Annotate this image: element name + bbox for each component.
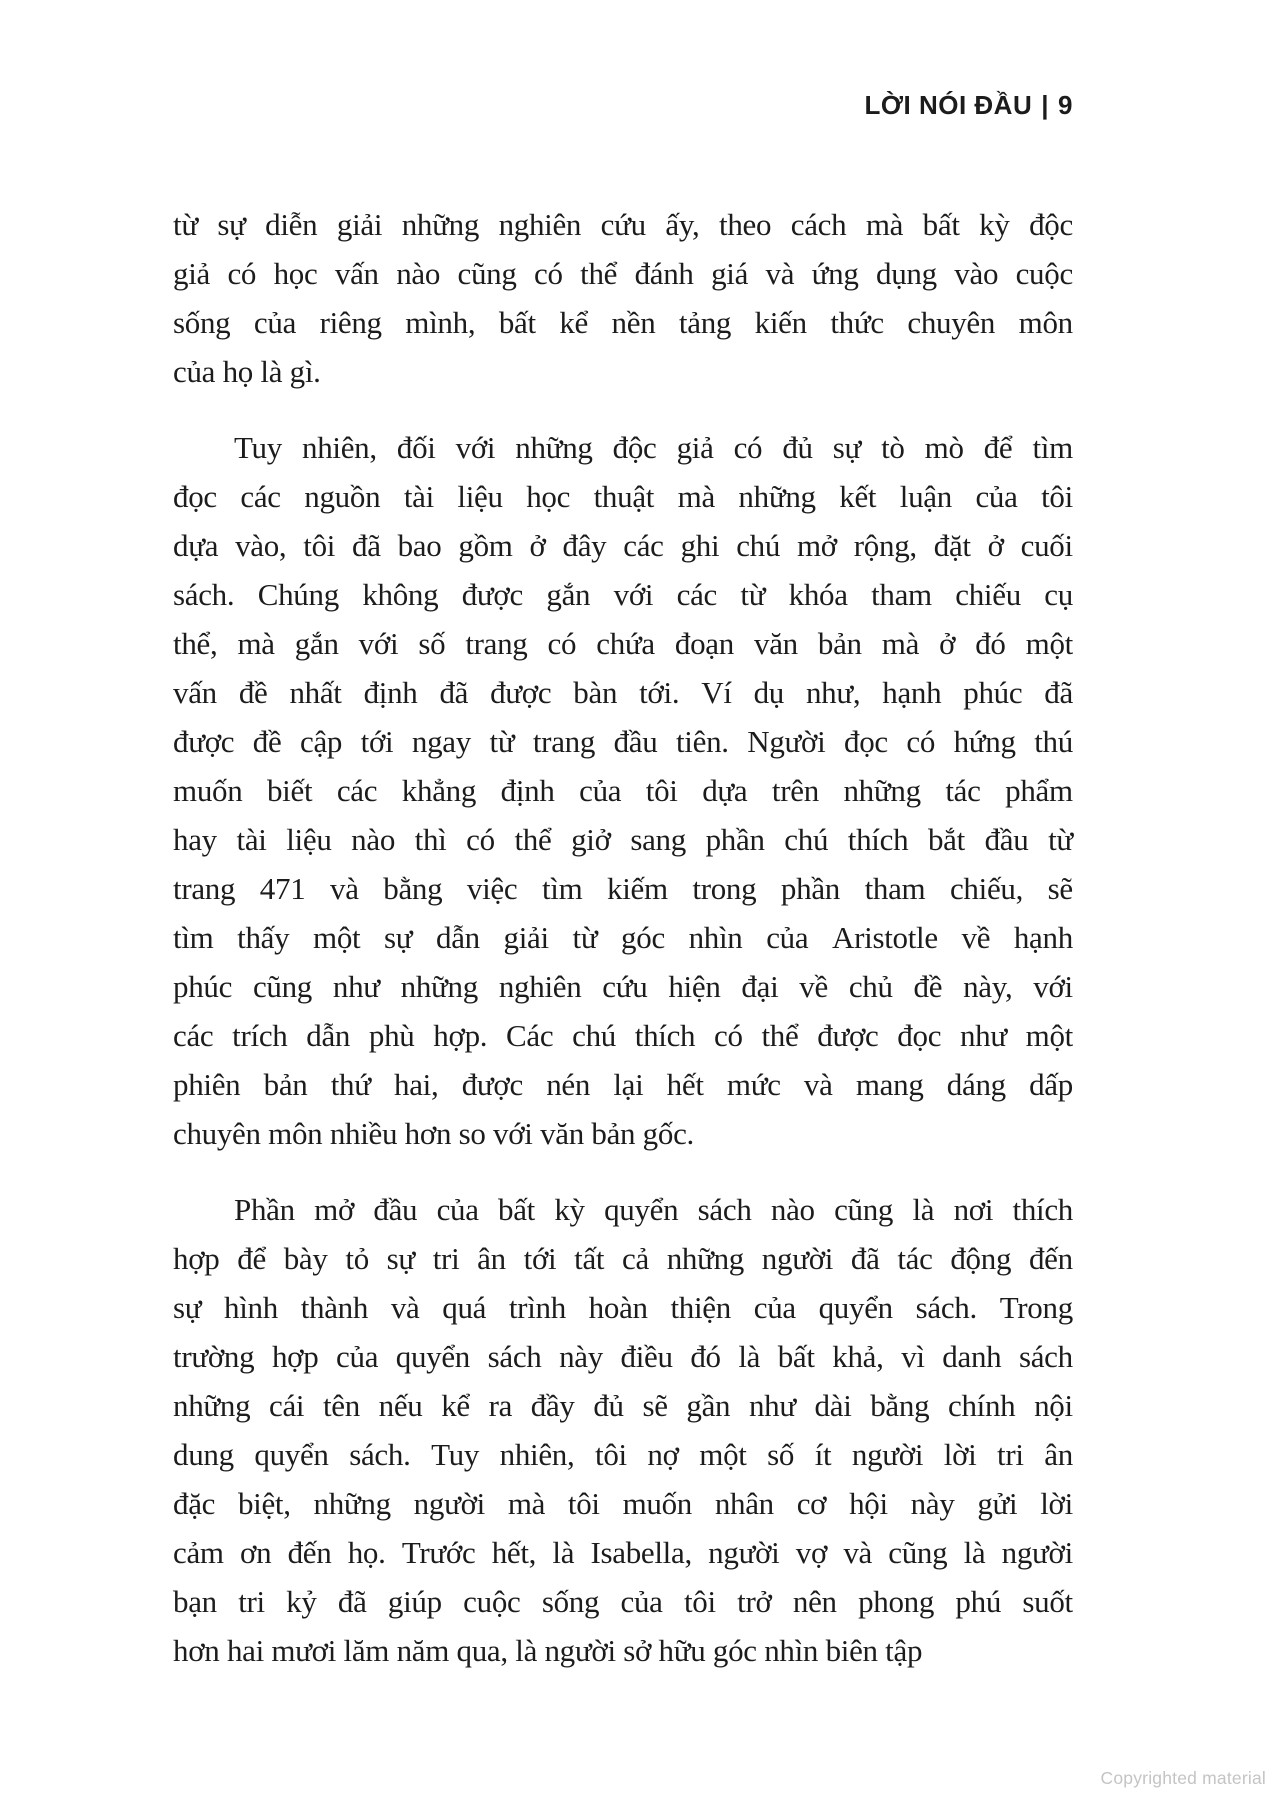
- text-line: hơn hai mươi lăm năm qua, là người sở hữu góc nhìn biên tập: [173, 1633, 923, 1668]
- text-line: phúc cũng như những nghiên cứu hiện đại về chủ đề này, với: [173, 969, 1073, 1004]
- paragraph: [173, 423, 1073, 1158]
- text-line: sách. Chúng không được gắn với các từ khóa tham chiếu cụ: [173, 577, 1073, 612]
- running-header: [864, 90, 1073, 121]
- body-text: [173, 200, 1073, 1675]
- text-line: sự hình thành và quá trình hoàn thiện của quyển sách. Trong: [173, 1290, 1073, 1325]
- text-line: vấn đề nhất định đã được bàn tới. Ví dụ như, hạnh phúc đã: [173, 675, 1073, 710]
- text-line: Tuy nhiên, đối với những độc giả có đủ sự tò mò để tìm: [234, 430, 1073, 465]
- text-line: trang 471 và bằng việc tìm kiếm trong phần tham chiếu, sẽ: [173, 871, 1073, 906]
- text-line: của họ là gì.: [173, 354, 321, 389]
- text-line: tìm thấy một sự dẫn giải từ góc nhìn của Aristotle về hạnh: [173, 920, 1073, 955]
- text-line: chuyên môn nhiều hơn so với văn bản gốc.: [173, 1116, 694, 1151]
- text-line: đọc các nguồn tài liệu học thuật mà những kết luận của tôi: [173, 479, 1073, 514]
- text-line: hay tài liệu nào thì có thể giở sang phần chú thích bắt đầu từ: [173, 822, 1073, 857]
- text-line: giả có học vấn nào cũng có thể đánh giá và ứng dụng vào cuộc: [173, 256, 1073, 291]
- text-line: trường hợp của quyển sách này điều đó là bất khả, vì danh sách: [173, 1339, 1073, 1374]
- text-line: các trích dẫn phù hợp. Các chú thích có thể được đọc như một: [173, 1018, 1073, 1053]
- paragraph: [173, 200, 1073, 396]
- text-line: được đề cập tới ngay từ trang đầu tiên. Người đọc có hứng thú: [173, 724, 1073, 759]
- header-chapter-title: LỜI NÓI ĐẦU: [864, 90, 1033, 120]
- text-line: Phần mở đầu của bất kỳ quyển sách nào cũng là nơi thích: [234, 1192, 1073, 1227]
- copyright-watermark: Copyrighted material: [1100, 1768, 1266, 1788]
- text-line: phiên bản thứ hai, được nén lại hết mức và mang dáng dấp: [173, 1067, 1073, 1102]
- header-separator: |: [1041, 90, 1050, 120]
- text-line: đặc biệt, những người mà tôi muốn nhân cơ hội này gửi lời: [173, 1486, 1073, 1521]
- text-line: hợp để bày tỏ sự tri ân tới tất cả những người đã tác động đến: [173, 1241, 1073, 1276]
- text-line: cảm ơn đến họ. Trước hết, là Isabella, người vợ và cũng là người: [173, 1535, 1073, 1570]
- text-line: dựa vào, tôi đã bao gồm ở đây các ghi chú mở rộng, đặt ở cuối: [173, 528, 1073, 563]
- text-line: thể, mà gắn với số trang có chứa đoạn văn bản mà ở đó một: [173, 626, 1073, 661]
- text-line: muốn biết các khẳng định của tôi dựa trên những tác phẩm: [173, 773, 1073, 808]
- text-line: sống của riêng mình, bất kể nền tảng kiến thức chuyên môn: [173, 305, 1073, 340]
- header-page-number: 9: [1058, 90, 1073, 120]
- paragraph: [173, 1185, 1073, 1675]
- text-line: dung quyển sách. Tuy nhiên, tôi nợ một số ít người lời tri ân: [173, 1437, 1073, 1472]
- text-line: những cái tên nếu kể ra đầy đủ sẽ gần như dài bằng chính nội: [173, 1388, 1073, 1423]
- text-line: bạn tri kỷ đã giúp cuộc sống của tôi trở nên phong phú suốt: [173, 1584, 1073, 1619]
- text-line: từ sự diễn giải những nghiên cứu ấy, theo cách mà bất kỳ độc: [173, 207, 1073, 242]
